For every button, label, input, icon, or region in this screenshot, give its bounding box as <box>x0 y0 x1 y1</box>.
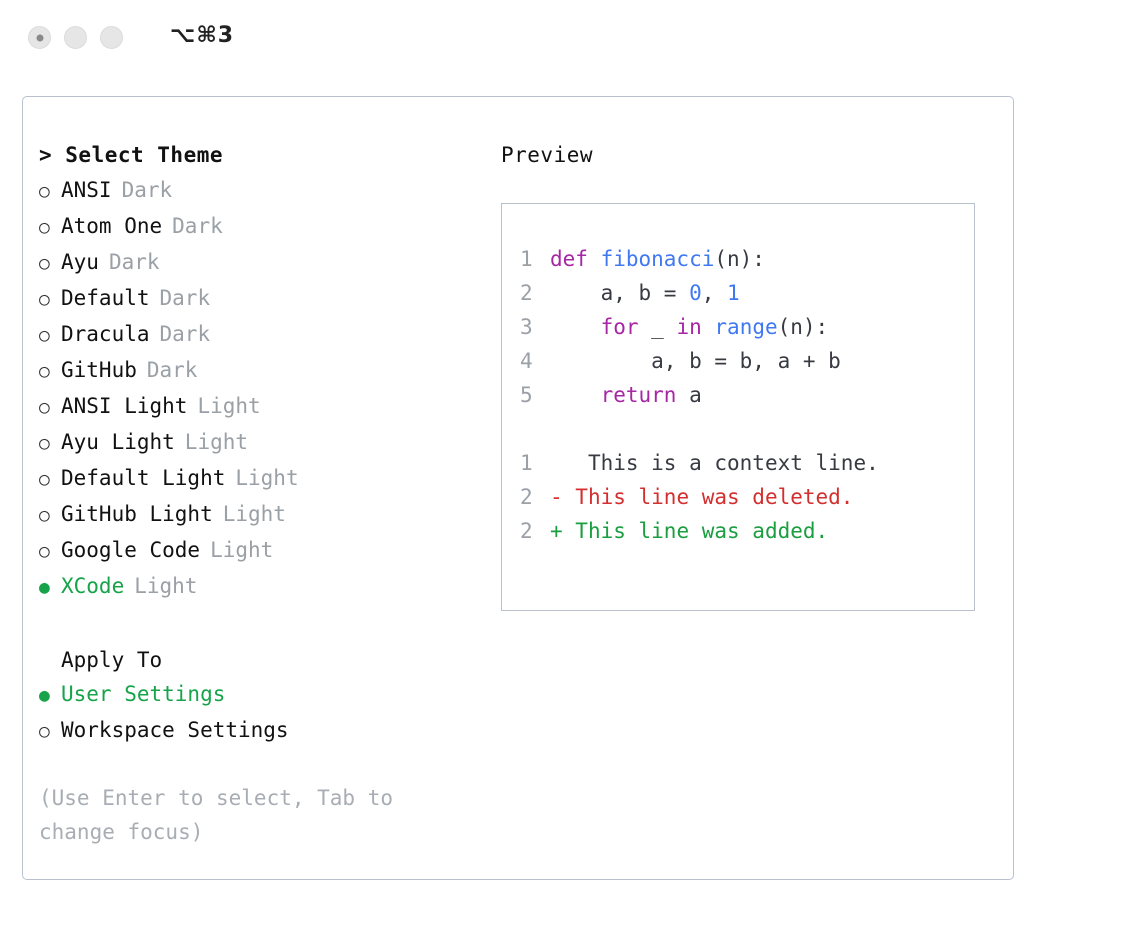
radio-selected-icon[interactable]: ● <box>39 577 50 598</box>
code-line <box>520 276 974 310</box>
theme-name: GitHub <box>61 358 137 382</box>
window-dot-2[interactable] <box>64 26 87 49</box>
radio-unselected-icon[interactable]: ○ <box>39 505 50 526</box>
radio-unselected-icon[interactable]: ○ <box>39 433 50 454</box>
theme-variant-badge: Light <box>222 502 286 526</box>
theme-name: GitHub Light <box>61 502 213 526</box>
line-number: 5 <box>520 383 533 407</box>
apply-to-list[interactable] <box>39 677 479 749</box>
line-number: 1 <box>520 451 533 475</box>
line-number: 2 <box>520 281 533 305</box>
radio-unselected-icon[interactable]: ○ <box>39 397 50 418</box>
theme-variant-badge: Light <box>197 394 261 418</box>
code-token: 0 <box>689 281 702 305</box>
theme-variant-badge: Dark <box>108 250 160 274</box>
preview-column <box>501 143 991 611</box>
radio-unselected-icon[interactable]: ○ <box>39 361 50 382</box>
code-token: 1 <box>727 281 740 305</box>
diff-marker <box>550 446 563 480</box>
theme-list-item[interactable] <box>39 389 479 425</box>
theme-name: ANSI <box>61 178 112 202</box>
keyboard-hint: (Use Enter to select, Tab to change focus) <box>39 786 406 844</box>
theme-list-item[interactable] <box>39 353 479 389</box>
title-bar <box>0 0 1140 76</box>
theme-variant-badge: Dark <box>159 286 211 310</box>
diff-line <box>520 480 974 514</box>
code-line <box>520 310 974 344</box>
theme-variant-badge: Dark <box>121 178 173 202</box>
theme-name: Google Code <box>61 538 201 562</box>
code-token: a, b = b, a + b <box>550 349 841 373</box>
theme-list-item[interactable] <box>39 461 479 497</box>
keyboard-shortcut-label: ⌥⌘3 <box>170 23 235 48</box>
theme-list-item[interactable] <box>39 245 479 281</box>
code-text <box>550 276 740 310</box>
radio-unselected-icon[interactable]: ○ <box>39 289 50 310</box>
code-text <box>550 378 702 412</box>
code-token: fibonacci <box>600 247 715 271</box>
preview-box <box>501 203 975 611</box>
theme-list-item[interactable] <box>39 281 479 317</box>
apply-to-item[interactable] <box>39 677 479 713</box>
code-line <box>520 242 974 276</box>
window-dot-1[interactable] <box>28 26 51 49</box>
theme-list-item[interactable] <box>39 173 479 209</box>
theme-variant-badge: Light <box>134 574 198 598</box>
code-text <box>550 310 828 344</box>
theme-picker-panel <box>22 96 1014 880</box>
code-token: return <box>600 383 677 407</box>
theme-list-item[interactable] <box>39 317 479 353</box>
radio-unselected-icon[interactable]: ○ <box>39 325 50 346</box>
theme-variant-badge: Dark <box>146 358 198 382</box>
diff-marker: - <box>550 485 563 509</box>
code-token: in <box>676 315 702 339</box>
theme-variant-badge: Light <box>184 430 249 454</box>
theme-selection-column <box>39 143 479 849</box>
diff-text: This line was deleted. <box>562 485 854 509</box>
theme-name: Dracula <box>61 322 150 346</box>
theme-name: ANSI Light <box>61 394 188 418</box>
theme-name: Ayu Light <box>61 430 175 454</box>
code-token <box>550 383 601 407</box>
radio-unselected-icon[interactable]: ○ <box>39 721 50 742</box>
theme-variant-badge: Dark <box>159 322 211 346</box>
theme-list[interactable] <box>39 173 479 605</box>
apply-to-heading: Apply To <box>61 648 163 672</box>
theme-variant-badge: Light <box>210 538 274 562</box>
theme-name: Default <box>61 286 150 310</box>
radio-unselected-icon[interactable]: ○ <box>39 217 50 238</box>
diff-sample <box>520 446 974 548</box>
code-token: for <box>600 315 639 339</box>
theme-name: Ayu <box>61 250 99 274</box>
diff-line <box>520 446 974 480</box>
code-sample <box>520 242 974 412</box>
spacer <box>520 412 974 446</box>
code-token: def <box>550 247 601 271</box>
theme-name: Default Light <box>61 466 226 490</box>
theme-name: Atom One <box>61 214 163 238</box>
radio-selected-icon[interactable]: ● <box>39 685 50 706</box>
code-token: _ <box>638 315 677 339</box>
radio-unselected-icon[interactable]: ○ <box>39 469 50 490</box>
select-theme-heading: > Select Theme <box>39 143 224 167</box>
line-number: 1 <box>520 247 533 271</box>
apply-to-label: User Settings <box>61 682 226 706</box>
theme-list-item[interactable] <box>39 533 479 569</box>
window-controls <box>28 26 123 49</box>
code-token: a <box>676 383 702 407</box>
theme-list-item[interactable] <box>39 209 479 245</box>
theme-list-item[interactable] <box>39 497 479 533</box>
theme-variant-badge: Light <box>235 466 299 490</box>
apply-to-item[interactable] <box>39 713 479 749</box>
diff-text: This line was added. <box>562 519 829 543</box>
diff-line <box>520 514 974 548</box>
diff-text: This is a context line. <box>562 451 879 475</box>
theme-name: XCode <box>61 574 125 598</box>
code-token: range <box>714 315 778 339</box>
theme-list-item[interactable] <box>39 425 479 461</box>
code-text <box>550 344 841 378</box>
code-token: (n): <box>714 247 765 271</box>
theme-variant-badge: Dark <box>172 214 223 238</box>
code-text <box>550 242 765 276</box>
window-dot-3[interactable] <box>100 26 123 49</box>
apply-to-label: Workspace Settings <box>61 718 289 742</box>
code-token: , <box>701 281 728 305</box>
diff-marker: + <box>550 519 563 543</box>
code-line <box>520 344 974 378</box>
line-number: 4 <box>520 349 533 373</box>
line-number: 2 <box>520 485 533 509</box>
radio-unselected-icon[interactable]: ○ <box>39 253 50 274</box>
code-token <box>702 315 715 339</box>
code-token: (n): <box>777 315 829 339</box>
line-number: 2 <box>520 519 533 543</box>
theme-list-item[interactable] <box>39 569 479 605</box>
code-token: a, b = <box>550 281 690 305</box>
line-number: 3 <box>520 315 533 339</box>
radio-unselected-icon[interactable]: ○ <box>39 541 50 562</box>
code-token <box>550 315 601 339</box>
radio-unselected-icon[interactable]: ○ <box>39 181 50 202</box>
code-line <box>520 378 974 412</box>
preview-heading: Preview <box>501 143 594 167</box>
